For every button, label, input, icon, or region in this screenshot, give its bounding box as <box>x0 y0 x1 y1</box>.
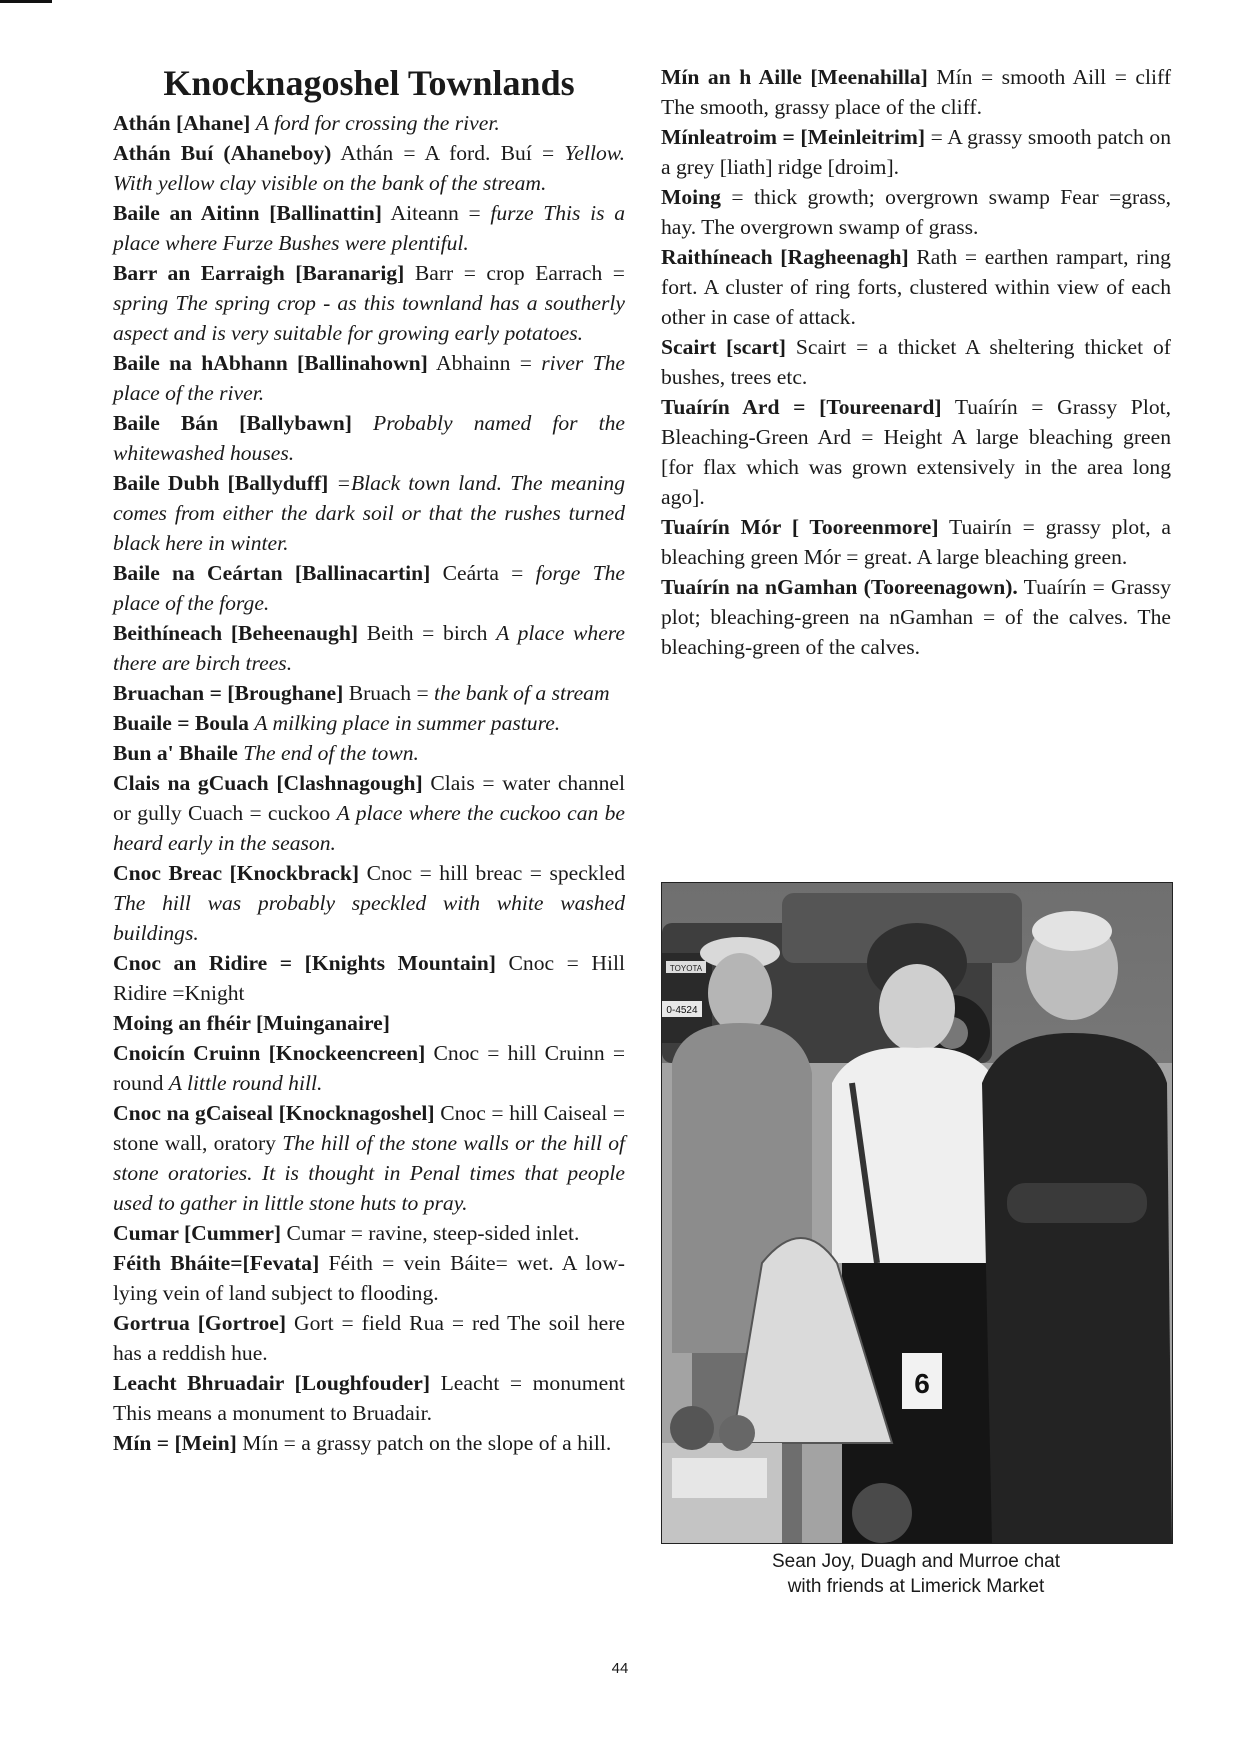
townland-list-left <box>113 108 625 1458</box>
townland-name: Mín = [Mein] <box>113 1431 237 1455</box>
townland-gloss: A little round hill. <box>168 1071 323 1095</box>
townland-definition: Gort = field Rua = red The soil here has a reddish hue. <box>113 1311 626 1365</box>
townland-entry <box>661 242 1171 332</box>
townland-entry <box>113 198 625 258</box>
townland-entry <box>661 62 1171 122</box>
townland-definition: Bruach = <box>348 681 429 705</box>
townland-entry <box>661 332 1171 392</box>
townland-name: Baile Dubh [Ballyduff] <box>113 471 329 495</box>
townland-entry <box>661 122 1171 182</box>
townland-name: Mín an h Aille [Meenahilla] <box>661 65 928 89</box>
townland-gloss: The end of the town. <box>243 741 419 765</box>
townland-entry <box>113 108 625 138</box>
townland-gloss: =Black town land. The meaning comes from either the dark soil or that the rushes turned black here in winter. <box>113 471 625 555</box>
townland-entry <box>113 468 625 558</box>
townland-definition: Clais = water channel or gully Cuach = cuckoo <box>113 771 625 825</box>
townland-entry <box>113 348 625 408</box>
townland-definition: = A grassy smooth patch on a grey [liath] ridge [droim]. <box>661 125 1171 179</box>
townland-name: Moing <box>661 185 721 209</box>
townland-gloss: river The place of the river. <box>113 351 625 405</box>
townland-entry <box>113 558 625 618</box>
townland-definition: Mín = smooth Aill = cliff The smooth, grassy place of the cliff. <box>661 65 1172 119</box>
townland-gloss: Yellow. With yellow clay visible on the bank of the stream. <box>113 141 625 195</box>
townland-definition: Athán = A ford. Buí = <box>340 141 555 165</box>
townland-entry <box>661 512 1171 572</box>
townland-entry <box>661 392 1171 512</box>
townland-definition: Aiteann = <box>390 201 481 225</box>
townland-name: Cnoc na gCaiseal [Knocknagoshel] <box>113 1101 435 1125</box>
market-photo <box>661 882 1173 1544</box>
townland-gloss: the bank of a stream <box>434 681 610 705</box>
townland-name: Tuaírín Ard = [Toureenard] <box>661 395 942 419</box>
townland-name: Leacht Bhruadair [Loughfouder] <box>113 1371 431 1395</box>
townland-entry <box>113 408 625 468</box>
townland-entry <box>113 1368 625 1428</box>
townland-entry <box>113 858 625 948</box>
left-column <box>113 62 625 1458</box>
townland-gloss: A milking place in summer pasture. <box>254 711 561 735</box>
townland-name: Athán Buí (Ahaneboy) <box>113 141 332 165</box>
right-column <box>661 62 1171 662</box>
townland-gloss: Probably named for the whitewashed houses. <box>113 411 626 465</box>
townland-name: Tuaírín na nGamhan (Tooreenagown). <box>661 575 1018 599</box>
townland-definition: Rath = earthen rampart, ring fort. A cluster of ring forts, clustered within view of each other in case of attack. <box>661 245 1171 329</box>
townland-entry <box>661 182 1171 242</box>
townland-definition: Cumar = ravine, steep-sided inlet. <box>286 1221 580 1245</box>
townland-name: Bruachan = [Broughane] <box>113 681 344 705</box>
townland-name: Raithíneach [Ragheenagh] <box>661 245 909 269</box>
townland-definition: Tuaírín = Grassy plot; bleaching-green na nGamhan = of the calves. The bleaching-green of the calves. <box>661 575 1172 659</box>
townland-name: Baile Bán [Ballybawn] <box>113 411 352 435</box>
townland-definition: Mín = a grassy patch on the slope of a hill. <box>242 1431 612 1455</box>
townland-definition: Ceárta = <box>442 561 524 585</box>
townland-definition: Tuairín = grassy plot, a bleaching green Mór = great. A large bleaching green. <box>661 515 1172 569</box>
townland-name: Baile na Ceártan [Ballinacartin] <box>113 561 431 585</box>
page-title: Knocknagoshel Townlands <box>163 63 575 103</box>
townland-entry <box>113 948 625 1008</box>
townland-name: Moing an fhéir [Muinganaire] <box>113 1011 390 1035</box>
townland-definition: Scairt = a thicket A sheltering thicket of bushes, trees etc. <box>661 335 1171 389</box>
townland-entry <box>661 572 1171 662</box>
townland-entry <box>113 1008 625 1038</box>
townland-definition: Barr = crop Earrach = <box>414 261 625 285</box>
townland-definition: Leacht = monument This means a monument to Bruadair. <box>113 1371 625 1425</box>
townland-definition: Cnoc = hill Caiseal = stone wall, oratory <box>113 1101 626 1155</box>
townland-name: Cnoicín Cruinn [Knockeencreen] <box>113 1041 426 1065</box>
townland-definition: Féith = vein Báite= wet. A low-lying vein of land subject to flooding. <box>113 1251 625 1305</box>
townland-entry <box>113 1428 625 1458</box>
townland-name: Barr an Earraigh [Baranarig] <box>113 261 405 285</box>
townland-entry <box>113 138 625 198</box>
townland-name: Cnoc Breac [Knockbrack] <box>113 861 360 885</box>
market-photo-illustration <box>662 883 1172 1543</box>
townland-name: Baile an Aitinn [Ballinattin] <box>113 201 382 225</box>
townland-gloss: A place where the cuckoo can be heard early in the season. <box>113 801 626 855</box>
townland-name: Cumar [Cummer] <box>113 1221 282 1245</box>
townland-gloss: The hill was probably speckled with white washed buildings. <box>113 891 625 945</box>
townland-definition: Tuaírín = Grassy Plot, Bleaching-Green Ard = Height A large bleaching green [for flax which was grown extensively in the area long ago]. <box>661 395 1172 509</box>
townland-name: Baile na hAbhann [Ballinahown] <box>113 351 428 375</box>
number-plate: 0-4524 <box>666 1005 698 1016</box>
townland-name: Clais na gCuach [Clashnagough] <box>113 771 423 795</box>
townland-list-right <box>661 62 1171 662</box>
caption-line-1: Sean Joy, Duagh and Murroe chat <box>772 1551 1060 1572</box>
townland-name: Mínleatroim = [Meinleitrim] <box>661 125 926 149</box>
townland-entry <box>113 768 625 858</box>
townland-name: Cnoc an Ridire = [Knights Mountain] <box>113 951 496 975</box>
townland-entry <box>113 738 625 768</box>
townland-entry <box>113 678 625 708</box>
townland-name: Athán [Ahane] <box>113 111 251 135</box>
page-corner-mark <box>0 0 52 17</box>
townland-definition: Cnoc = hill Cruinn = round <box>113 1041 626 1095</box>
townland-gloss: forge The place of the forge. <box>113 561 625 615</box>
bag-mark: 6 <box>914 1368 930 1399</box>
vehicle-badge: TOYOTA <box>669 964 703 973</box>
townland-name: Buaile = Boula <box>113 711 249 735</box>
townland-entry <box>113 1098 625 1218</box>
townland-gloss: furze This is a place where Furze Bushes were plentiful. <box>113 201 625 255</box>
caption-line-2: with friends at Limerick Market <box>787 1576 1045 1597</box>
townland-definition: = thick growth; overgrown swamp Fear =grass, hay. The overgrown swamp of grass. <box>661 185 1171 239</box>
townland-entry <box>113 708 625 738</box>
townland-definition: Cnoc = hill breac = speckled <box>366 861 625 885</box>
townland-definition: Abhainn = <box>436 351 532 375</box>
townland-name: Féith Bháite=[Fevata] <box>113 1251 320 1275</box>
townland-name: Bun a' Bhaile <box>113 741 238 765</box>
townland-definition: Beith = birch <box>366 621 488 645</box>
townland-name: Beithíneach [Beheenaugh] <box>113 621 359 645</box>
townland-entry <box>113 1038 625 1098</box>
photo-caption <box>661 1549 1171 1599</box>
townland-name: Tuaírín Mór [ Tooreenmore] <box>661 515 939 539</box>
townland-name: Gortrua [Gortroe] <box>113 1311 287 1335</box>
townland-gloss: The hill of the stone walls or the hill of stone oratories. It is thought in Penal times that people used to gather in little stone huts to pray. <box>113 1131 625 1215</box>
townland-entry <box>113 618 625 678</box>
townland-gloss: spring The spring crop - as this townland has a southerly aspect and is very suitable for growing early potatoes. <box>113 291 625 345</box>
townland-entry <box>113 1308 625 1368</box>
townland-name: Scairt [scart] <box>661 335 786 359</box>
townland-entry <box>113 1218 625 1248</box>
townland-entry <box>113 258 625 348</box>
townland-gloss: A ford for crossing the river. <box>255 111 500 135</box>
page-number: 44 <box>611 1660 629 1677</box>
townland-definition: Cnoc = Hill Ridire =Knight <box>113 951 625 1005</box>
townland-gloss: A place where there are birch trees. <box>113 621 625 675</box>
townland-entry <box>113 1248 625 1308</box>
